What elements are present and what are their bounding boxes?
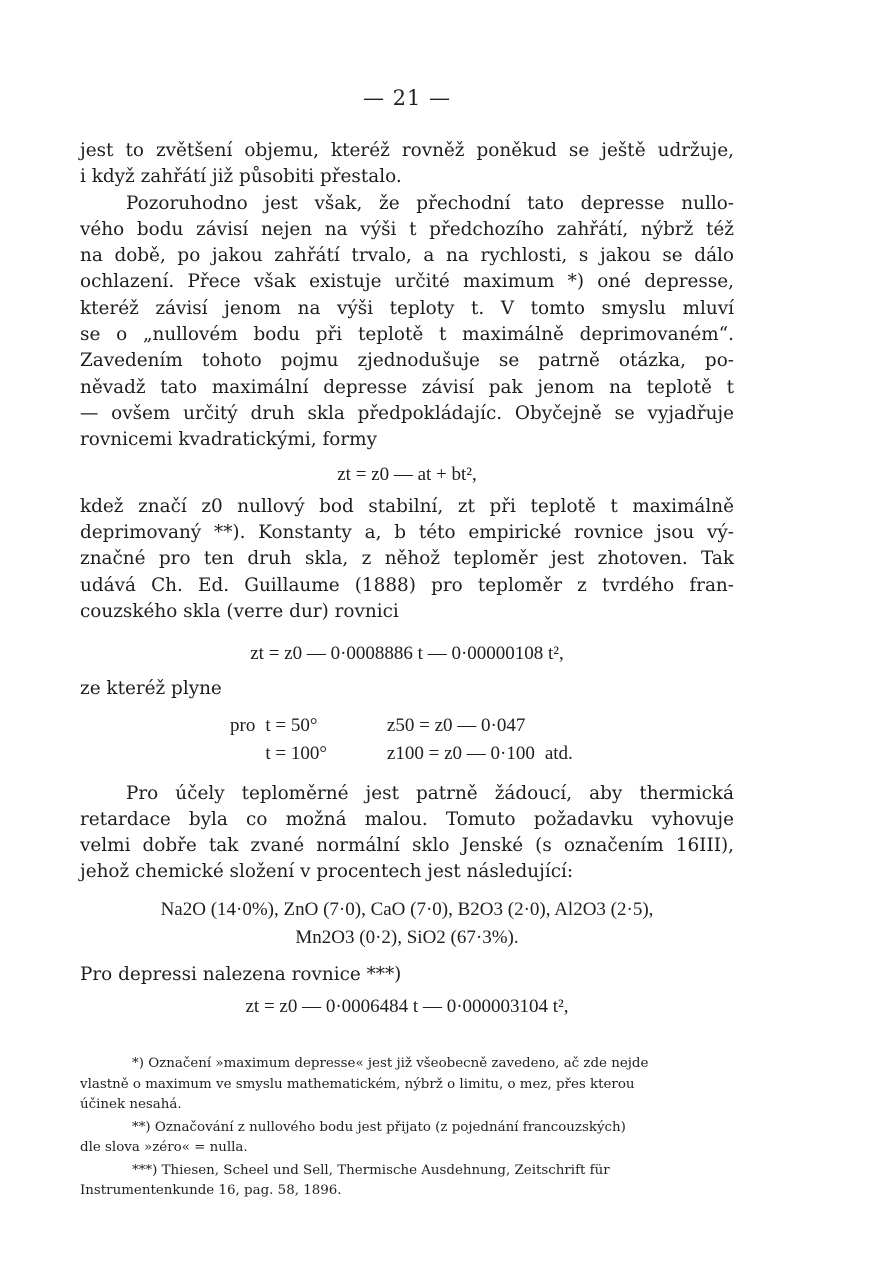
temperature-cell: t = 100° — [265, 743, 327, 765]
text-line: jehož chemické složení v procentech jest následující: — [80, 861, 574, 883]
text-line: ochlazení. Přece však existuje určité maximum *) oné depresse, — [80, 271, 734, 293]
equation-1: zt = z0 — at + bt², — [337, 463, 477, 485]
equation-2: zt = z0 — 0·0008886 t — 0·00000108 t², — [250, 643, 564, 665]
composition-line: Na2O (14·0%), ZnO (7·0), CaO (7·0), B2O3 (2·0), Al2O3 (2·5), — [160, 898, 654, 920]
footnote-text: Thiesen, Scheel und Sell, Thermische Ausdehnung, Zeitschrift für — [161, 1162, 610, 1178]
text-line: rovnicemi kvadratickými, formy — [80, 429, 377, 451]
text-line: i když zahřátí již působiti přestalo. — [80, 166, 402, 188]
text-line: Pro depressi nalezena rovnice ***) — [80, 963, 402, 985]
equation-3: zt = z0 — 0·0006484 t — 0·000003104 t², — [245, 996, 569, 1018]
text-line: se o „nullovém bodu při teplotě t maximálně deprimovaném“. — [80, 324, 734, 346]
extra-cell — [545, 712, 583, 740]
text-line: Pozoruhodno jest však, že přechodní tato depresse nullo- — [126, 192, 734, 214]
text-line: něvadž tato maximální depresse závisí pak jenom na teplotě t — [80, 376, 734, 398]
row-label: pro — [230, 714, 256, 736]
text-line: velmi dobře tak zvané normální sklo Jenské (s označením 16III), — [80, 835, 734, 857]
page-number: — 21 — — [362, 86, 452, 110]
text-line: kteréž závisí jenom na výši teploty t. V tomto smyslu mluví — [80, 297, 734, 319]
footnote-2 — [80, 1118, 734, 1159]
text-line: na době, po jakou zahřátí trvalo, a na rychlosti, s jakou se dálo — [80, 245, 734, 267]
text-line: Pro účely teploměrné jest patrně žádoucí, aby thermická — [126, 782, 734, 804]
extra-cell: atd. — [544, 743, 573, 765]
text-line: jest to zvětšení objemu, kteréž rovněž poněkud se ještě udržuje, — [80, 140, 734, 161]
table-row — [230, 740, 583, 768]
composition-line: Mn2O3 (0·2), SiO2 (67·3%). — [295, 926, 519, 948]
text-line: vého bodu závisí nejen na výši t předchozího zahřátí, nýbrž též — [80, 218, 734, 240]
row-label — [230, 740, 265, 768]
footnotes — [80, 1054, 734, 1204]
footnote-text: dle slova »zéro« = nulla. — [80, 1140, 248, 1155]
text-line: couzského skla (verre dur) rovnici — [80, 601, 399, 623]
text-line: deprimovaný **). Konstanty a, b této empirické rovnice jsou vý- — [80, 522, 734, 544]
footnote-mark: ***) — [132, 1162, 158, 1178]
text-line: kdež značí z0 nullový bod stabilní, zt při teplotě t maximálně — [80, 495, 734, 517]
footnote-1 — [80, 1054, 734, 1116]
footnote-text: vlastně o maximum ve smyslu mathematickém, nýbrž o limitu, o mez, přes kterou — [80, 1076, 635, 1092]
footnote-text: Označení »maximum depresse« jest již všeobecně zavedeno, ač zde nejde — [148, 1056, 649, 1071]
text-line: retardace byla co možná malou. Tomuto požadavku vyhovuje — [80, 808, 734, 830]
footnote-text: účinek nesahá. — [80, 1097, 182, 1112]
text-line: značné pro ten druh skla, z něhož teploměr jest zhotoven. Tak — [80, 548, 734, 570]
footnote-text: Označování z nullového bodu jest přijato (z pojednání francouzských) — [154, 1119, 626, 1135]
footnote-mark: *) — [132, 1056, 144, 1071]
main-text — [80, 138, 734, 1024]
page — [80, 0, 734, 1276]
footnote-text: Instrumentenkunde 16, pag. 58, 1896. — [80, 1183, 342, 1198]
text-line: — ovšem určitý druh skla předpokládajíc. Obyčejně se vyjadřuje — [80, 402, 734, 424]
values-table — [230, 712, 583, 769]
paragraph-1 — [80, 138, 734, 191]
chemical-composition — [80, 896, 734, 952]
footnote-mark: **) — [132, 1119, 151, 1135]
paragraph-6 — [80, 962, 734, 988]
text-line: udává Ch. Ed. Guillaume (1888) pro teploměr z tvrdého fran- — [80, 574, 734, 596]
text-line: ze kteréž plyne — [80, 677, 222, 699]
temperature-cell: t = 50° — [265, 714, 318, 736]
paragraph-3 — [80, 494, 734, 625]
text-line: Zavedením tohoto pojmu zjednodušuje se patrně otázka, po- — [80, 350, 734, 372]
paragraph-4 — [80, 676, 734, 702]
paragraph-5 — [80, 781, 734, 886]
paragraph-2 — [80, 191, 734, 454]
footnote-3 — [80, 1161, 734, 1202]
value-cell: z50 = z0 — 0·047 — [386, 714, 526, 736]
table-row — [230, 712, 583, 740]
value-cell: z100 = z0 — 0·100 — [386, 743, 535, 765]
